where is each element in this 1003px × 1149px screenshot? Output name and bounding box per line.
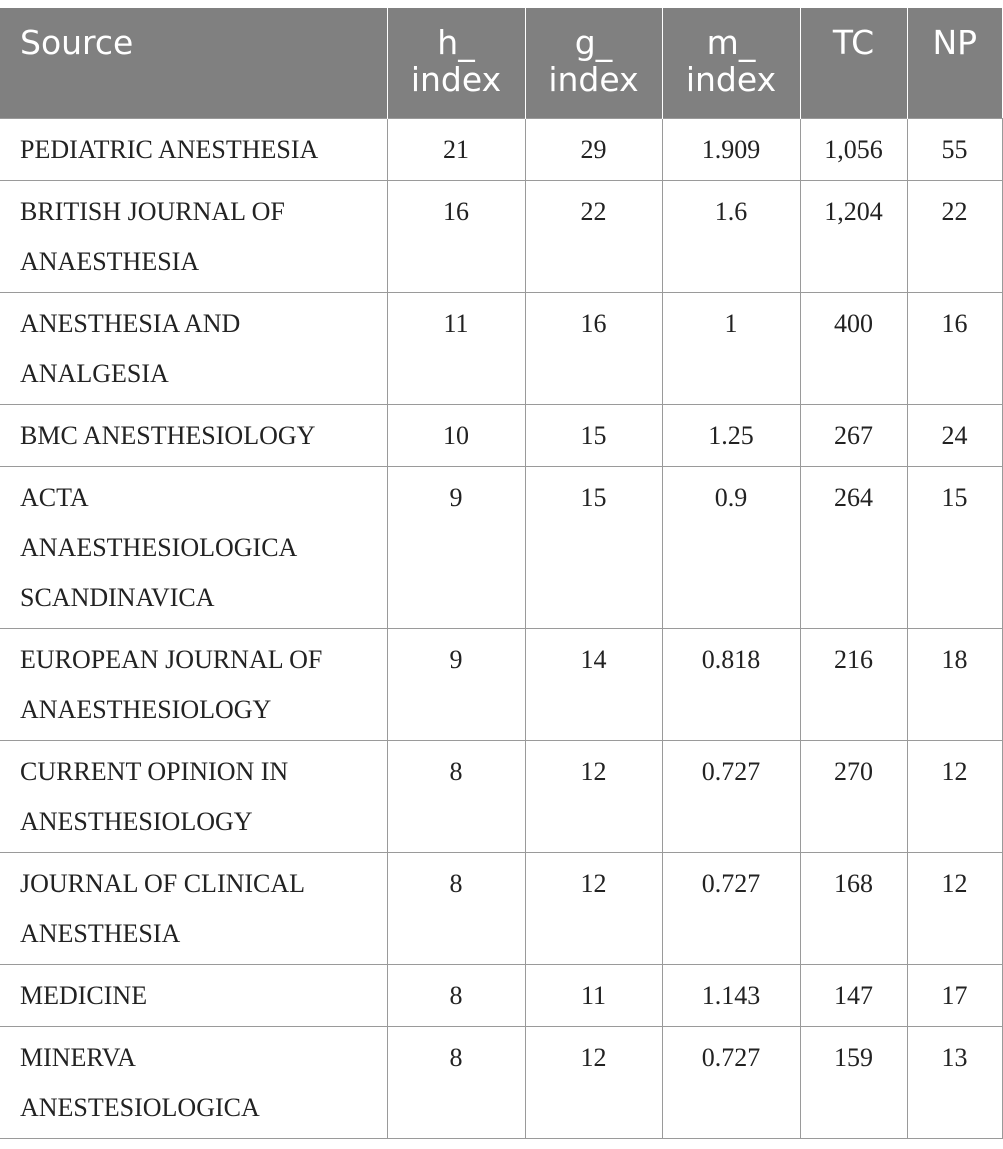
source-cell bbox=[0, 404, 387, 466]
m-cell: 0.818 bbox=[662, 628, 800, 740]
g-cell: 22 bbox=[525, 180, 662, 292]
source-name-line: ANAESTHESIOLOGICA bbox=[20, 532, 298, 562]
tc-cell: 264 bbox=[800, 466, 907, 628]
column-header-source bbox=[0, 8, 387, 118]
source-name-line: ANALGESIA bbox=[20, 358, 169, 388]
source-name-line: ANAESTHESIA bbox=[20, 246, 200, 276]
np-cell: 18 bbox=[907, 628, 1002, 740]
source-name-line: ANESTHESIA AND bbox=[20, 308, 241, 338]
source-cell bbox=[0, 1026, 387, 1138]
source-cell bbox=[0, 180, 387, 292]
source-name-line: PEDIATRIC ANESTHESIA bbox=[20, 134, 319, 164]
h-cell: 8 bbox=[387, 852, 525, 964]
table-row bbox=[0, 466, 1002, 628]
h-cell: 8 bbox=[387, 1026, 525, 1138]
m-cell: 0.9 bbox=[662, 466, 800, 628]
g-cell: 12 bbox=[525, 1026, 662, 1138]
source-name-line: BRITISH JOURNAL OF bbox=[20, 196, 285, 226]
table-row bbox=[0, 118, 1002, 180]
column-header-label: TC bbox=[832, 23, 875, 62]
h-cell: 8 bbox=[387, 964, 525, 1026]
tc-cell: 1,056 bbox=[800, 118, 907, 180]
source-cell bbox=[0, 628, 387, 740]
tc-cell: 168 bbox=[800, 852, 907, 964]
column-header-np bbox=[907, 8, 1002, 118]
journal-metrics-table bbox=[0, 8, 1003, 1139]
column-header-label-line2: index bbox=[685, 60, 777, 99]
np-cell: 22 bbox=[907, 180, 1002, 292]
np-cell: 17 bbox=[907, 964, 1002, 1026]
table-row bbox=[0, 404, 1002, 466]
np-cell: 12 bbox=[907, 740, 1002, 852]
tc-cell: 216 bbox=[800, 628, 907, 740]
table-row bbox=[0, 628, 1002, 740]
h-cell: 16 bbox=[387, 180, 525, 292]
h-cell: 9 bbox=[387, 466, 525, 628]
h-cell: 11 bbox=[387, 292, 525, 404]
m-cell: 1.143 bbox=[662, 964, 800, 1026]
source-name-line: CURRENT OPINION IN bbox=[20, 756, 289, 786]
np-cell: 12 bbox=[907, 852, 1002, 964]
table-row bbox=[0, 964, 1002, 1026]
tc-cell: 267 bbox=[800, 404, 907, 466]
source-cell bbox=[0, 118, 387, 180]
table-body bbox=[0, 118, 1002, 1138]
source-name-line: BMC ANESTHESIOLOGY bbox=[20, 420, 316, 450]
table-row bbox=[0, 852, 1002, 964]
header-row bbox=[0, 8, 1002, 118]
source-name-line: ACTA bbox=[20, 482, 89, 512]
np-cell: 13 bbox=[907, 1026, 1002, 1138]
source-name-line: ANESTESIOLOGICA bbox=[20, 1092, 260, 1122]
column-header-label: m_ bbox=[706, 23, 756, 62]
table-row bbox=[0, 180, 1002, 292]
m-cell: 0.727 bbox=[662, 852, 800, 964]
g-cell: 12 bbox=[525, 740, 662, 852]
table-row bbox=[0, 740, 1002, 852]
g-cell: 11 bbox=[525, 964, 662, 1026]
column-header-tc bbox=[800, 8, 907, 118]
g-cell: 29 bbox=[525, 118, 662, 180]
g-cell: 12 bbox=[525, 852, 662, 964]
tc-cell: 400 bbox=[800, 292, 907, 404]
np-cell: 24 bbox=[907, 404, 1002, 466]
source-cell bbox=[0, 852, 387, 964]
np-cell: 55 bbox=[907, 118, 1002, 180]
tc-cell: 159 bbox=[800, 1026, 907, 1138]
m-cell: 1 bbox=[662, 292, 800, 404]
m-cell: 1.6 bbox=[662, 180, 800, 292]
m-cell: 1.909 bbox=[662, 118, 800, 180]
g-cell: 14 bbox=[525, 628, 662, 740]
source-cell bbox=[0, 740, 387, 852]
column-header-label: h_ bbox=[437, 23, 475, 62]
g-cell: 15 bbox=[525, 466, 662, 628]
table-row bbox=[0, 292, 1002, 404]
tc-cell: 147 bbox=[800, 964, 907, 1026]
h-cell: 21 bbox=[387, 118, 525, 180]
tc-cell: 270 bbox=[800, 740, 907, 852]
g-cell: 15 bbox=[525, 404, 662, 466]
source-name-line: JOURNAL OF CLINICAL bbox=[20, 868, 306, 898]
tc-cell: 1,204 bbox=[800, 180, 907, 292]
source-name-line: MEDICINE bbox=[20, 980, 148, 1010]
source-cell bbox=[0, 964, 387, 1026]
table-row bbox=[0, 1026, 1002, 1138]
column-header-label-line2: index bbox=[548, 60, 639, 99]
source-name-line: ANESTHESIA bbox=[20, 918, 181, 948]
column-header-label: g_ bbox=[574, 23, 613, 62]
column-header-label-line2: index bbox=[410, 60, 502, 99]
np-cell: 16 bbox=[907, 292, 1002, 404]
source-name-line: ANESTHESIOLOGY bbox=[20, 806, 253, 836]
source-name-line: MINERVA bbox=[20, 1042, 136, 1072]
source-name-line: SCANDINAVICA bbox=[20, 582, 215, 612]
column-header-h bbox=[387, 8, 525, 118]
column-header-label: NP bbox=[932, 23, 978, 62]
table-header bbox=[0, 8, 1002, 118]
source-name-line: ANAESTHESIOLOGY bbox=[20, 694, 272, 724]
np-cell: 15 bbox=[907, 466, 1002, 628]
column-header-label: Source bbox=[20, 23, 134, 62]
m-cell: 0.727 bbox=[662, 740, 800, 852]
column-header-g bbox=[525, 8, 662, 118]
source-cell bbox=[0, 466, 387, 628]
h-cell: 9 bbox=[387, 628, 525, 740]
g-cell: 16 bbox=[525, 292, 662, 404]
source-cell bbox=[0, 292, 387, 404]
m-cell: 0.727 bbox=[662, 1026, 800, 1138]
source-name-line: EUROPEAN JOURNAL OF bbox=[20, 644, 323, 674]
h-cell: 8 bbox=[387, 740, 525, 852]
m-cell: 1.25 bbox=[662, 404, 800, 466]
column-header-m bbox=[662, 8, 800, 118]
h-cell: 10 bbox=[387, 404, 525, 466]
